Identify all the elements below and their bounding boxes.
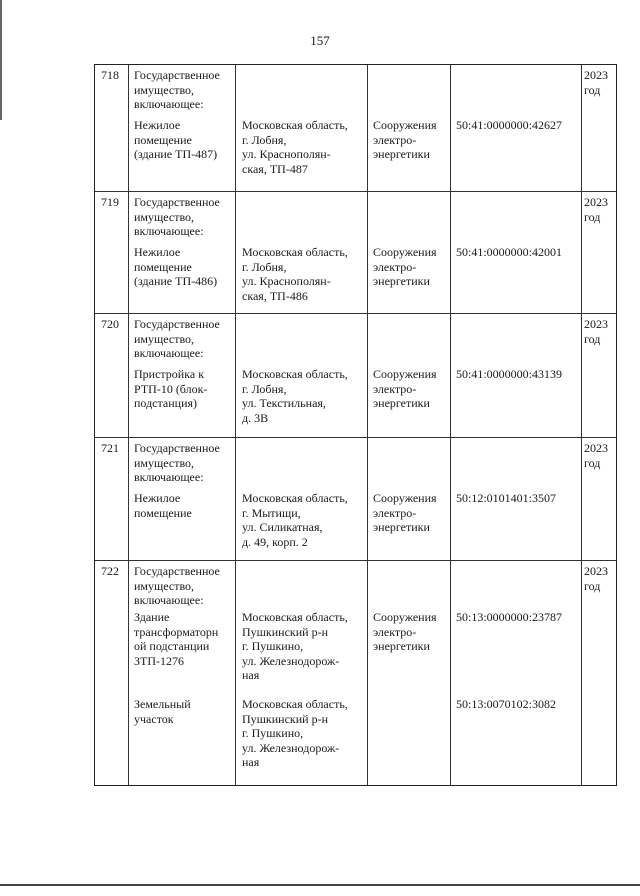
page-number: 157 <box>310 33 330 48</box>
year: 2023 год <box>584 195 608 224</box>
row-number: 722 <box>101 564 119 578</box>
property-type: Сооружения электро- энергетики <box>373 245 437 288</box>
property-group: Государственное имущество, включающее: <box>134 317 220 360</box>
property-type: Сооружения электро- энергетики <box>373 610 437 653</box>
row-number: 719 <box>101 195 119 209</box>
property-group: Государственное имущество, включающее: <box>134 195 220 238</box>
property-type: Сооружения электро- энергетики <box>373 491 437 534</box>
row-divider <box>95 437 616 438</box>
property-table <box>94 64 617 786</box>
property-type: Сооружения электро- энергетики <box>373 367 437 410</box>
row-number: 720 <box>101 317 119 331</box>
cadastral-number: 50:41:0000000:42001 <box>456 245 563 259</box>
property-name: Земельный участок <box>134 697 191 726</box>
property-name: Нежилое помещение <box>134 491 192 520</box>
column-divider <box>450 65 451 785</box>
property-address: Московская область, Пушкинский р-н г. Пушкино, ул. Железнодорож- ная <box>242 697 348 769</box>
year: 2023 год <box>584 317 608 346</box>
cadastral-number: 50:13:0000000:23787 <box>456 610 563 624</box>
property-name: Пристройка к РТП-10 (блок- подстанция) <box>134 367 208 410</box>
column-divider <box>581 65 582 785</box>
property-address: Московская область, г. Лобня, ул. Краснополян- ская, ТП-487 <box>242 118 348 176</box>
cadastral-number: 50:41:0000000:42627 <box>456 118 563 132</box>
row-divider <box>95 313 616 314</box>
year: 2023 год <box>584 68 608 97</box>
row-number: 718 <box>101 68 119 82</box>
property-name: Нежилое помещение (здание ТП-487) <box>134 118 218 161</box>
property-address: Московская область, г. Лобня, ул. Краснополян- ская, ТП-486 <box>242 245 348 303</box>
year: 2023 год <box>584 441 608 470</box>
year: 2023 год <box>584 564 608 593</box>
property-type: Сооружения электро- энергетики <box>373 118 437 161</box>
row-divider <box>95 560 616 561</box>
property-group: Государственное имущество, включающее: <box>134 564 220 607</box>
property-address: Московская область, г. Мытищи, ул. Силикатная, д. 49, корп. 2 <box>242 491 348 549</box>
page-bottom-edge <box>0 884 640 886</box>
column-divider <box>128 65 129 785</box>
cadastral-number: 50:12:0101401:3507 <box>456 491 557 505</box>
cadastral-number: 50:41:0000000:43139 <box>456 367 563 381</box>
column-divider <box>235 65 236 785</box>
property-address: Московская область, г. Лобня, ул. Текстильная, д. 3В <box>242 367 348 425</box>
row-divider <box>95 191 616 192</box>
property-group: Государственное имущество, включающее: <box>134 68 220 111</box>
property-address: Московская область, Пушкинский р-н г. Пушкино, ул. Железнодорож- ная <box>242 610 348 682</box>
cadastral-number: 50:13:0070102:3082 <box>456 697 557 711</box>
page-edge-shadow <box>0 0 2 120</box>
row-number: 721 <box>101 441 119 455</box>
column-divider <box>367 65 368 785</box>
property-name: Нежилое помещение (здание ТП-486) <box>134 245 218 288</box>
property-group: Государственное имущество, включающее: <box>134 441 220 484</box>
property-name: Здание трансформаторн ой подстанции ЗТП-1276 <box>134 610 219 668</box>
